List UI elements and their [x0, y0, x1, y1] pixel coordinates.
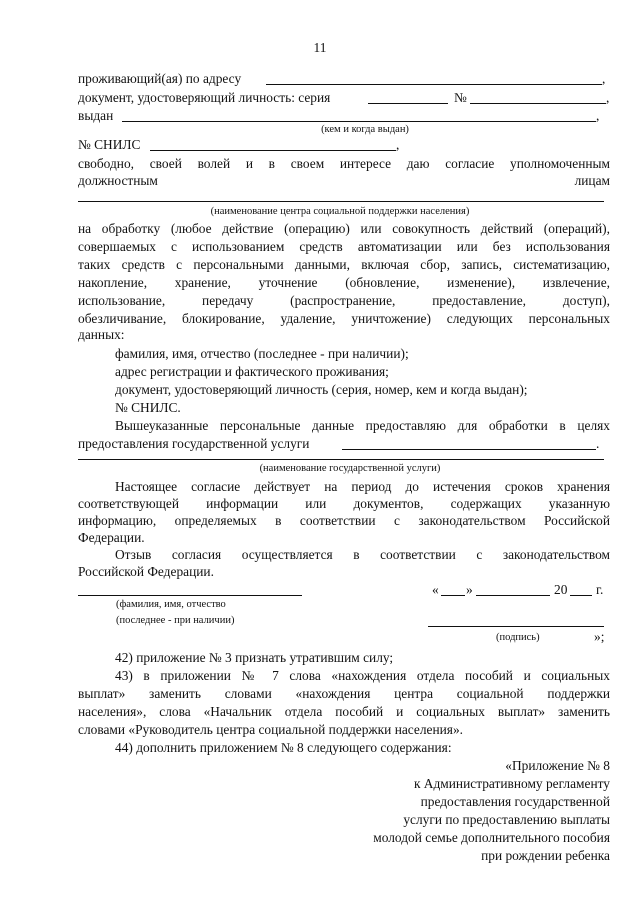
processing-line-7: данных: [78, 327, 125, 342]
fio-blank [78, 595, 302, 596]
amendment-43-line-1: 43) в приложении № 7 слова «нахождения отдела пособий и социальных [115, 668, 610, 683]
processing-line-4: накопление, хранение, уточнение (обновление, изменение), извлечение, [78, 275, 610, 290]
purpose-period: . [596, 436, 600, 451]
fio-caption-line-1: (фамилия, имя, отчество [116, 599, 226, 610]
processing-line-3: таких средств с персональными данными, включая сбор, запись, систематизацию, [78, 257, 610, 272]
date-close-quote: » [466, 582, 473, 597]
purpose-line-1: Вышеуказанные персональные данные предоставляю для обработки в целях [115, 418, 610, 433]
processing-line-2: совершаемых с использованием средств автоматизации или без использования [78, 239, 610, 254]
address-blank [266, 84, 602, 85]
amendment-42: 42) приложение № 3 признать утратившим силу; [115, 650, 394, 665]
address-label: проживающий(ая) по адресу [78, 71, 242, 86]
processing-line-1: на обработку (любое действие (операцию) или совокупность действий (операций), [78, 221, 610, 236]
address-comma: , [602, 71, 606, 86]
amendment-43-line-2: выплат» заменить словами «нахождения центра социальной поддержки [78, 686, 610, 701]
center-blank [78, 201, 604, 202]
date-year-suffix: г. [596, 582, 604, 597]
validity-line-3: информацию, определяемых в соответствии с законодательством Российской [78, 513, 610, 528]
service-caption: (наименование государственной услуги) [259, 463, 441, 474]
signature-blank [428, 626, 604, 627]
appendix-header-line-2: к Административному регламенту [413, 776, 610, 791]
issued-comma: , [596, 108, 600, 123]
appendix-header-line-5: молодой семье дополнительного пособия [373, 830, 610, 845]
number-blank [470, 103, 606, 104]
data-item-address: адрес регистрации и фактического проживания; [115, 364, 389, 379]
amendment-43-line-3: населения», слова «Начальник отдела пособий и социальных выплат» заменить [78, 704, 610, 719]
validity-line-2: соответствующей информации или документов, содержащих указанную [78, 496, 610, 511]
purpose-line-2: предоставления государственной услуги [78, 436, 310, 451]
date-year-prefix: 20 [554, 582, 568, 597]
amendment-44: 44) дополнить приложением № 8 следующего содержания: [115, 740, 452, 755]
appendix-header-line-6: при рождении ребенка [481, 848, 610, 863]
month-blank [476, 595, 550, 596]
data-item-snils: № СНИЛС. [115, 400, 181, 415]
issued-caption: (кем и когда выдан) [321, 124, 409, 135]
issued-label: выдан [78, 108, 114, 123]
validity-line-1: Настоящее согласие действует на период до истечения сроков хранения [115, 479, 610, 494]
consent-line-2-left: должностным [78, 173, 158, 188]
fio-caption-line-2: (последнее - при наличии) [116, 615, 235, 626]
data-item-id-doc: документ, удостоверяющий личность (серия, номер, кем и когда выдан); [115, 382, 528, 397]
series-blank [368, 103, 448, 104]
amendment-43-line-4: словами «Руководитель центра социальной поддержки населения». [78, 722, 464, 737]
page-number: 11 [313, 40, 327, 55]
id-comma: , [606, 90, 610, 105]
snils-comma: , [396, 137, 400, 152]
day-blank [441, 595, 465, 596]
signature-close: »; [594, 629, 605, 644]
processing-line-5: использование, передачу (распространение, предоставление, доступ), [78, 293, 610, 308]
id-doc-label: документ, удостоверяющий личность: серия [78, 90, 331, 105]
consent-line-1: свободно, своей волей и в своем интересе даю согласие уполномоченным [78, 156, 610, 171]
processing-line-6: обезличивание, блокирование, удаление, уничтожение) следующих персональных [78, 311, 610, 326]
snils-label: № СНИЛС [78, 137, 141, 152]
validity-line-4: Федерации. [78, 530, 145, 545]
appendix-header-line-1: «Приложение № 8 [505, 758, 610, 773]
year-blank [570, 595, 592, 596]
revocation-line-2: Российской Федерации. [78, 564, 214, 579]
appendix-header-line-3: предоставления государственной [420, 794, 610, 809]
snils-blank [150, 150, 396, 151]
center-caption: (наименование центра социальной поддержки населения) [210, 206, 470, 217]
revocation-line-1: Отзыв согласия осуществляется в соответствии с законодательством [115, 547, 610, 562]
date-open-quote: « [432, 582, 439, 597]
consent-line-2-right: лицам [574, 173, 610, 188]
appendix-header-line-4: услуги по предоставлению выплаты [403, 812, 610, 827]
service-blank-1 [342, 449, 596, 450]
issued-blank [122, 121, 596, 122]
number-sign: № [454, 90, 467, 105]
service-blank-2 [78, 459, 604, 460]
signature-caption: (подпись) [496, 632, 540, 643]
data-item-fio: фамилия, имя, отчество (последнее - при наличии); [115, 346, 409, 361]
